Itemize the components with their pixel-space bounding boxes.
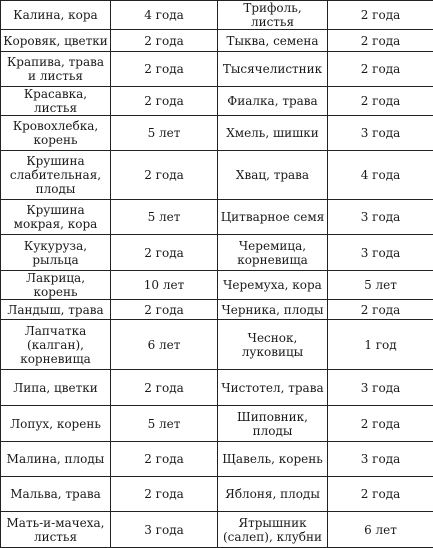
storage-period-cell: 5 лет [111, 200, 218, 235]
plant-name-cell: Черемица, корневища [218, 235, 328, 271]
plant-name-cell: Трифоль, листья [218, 1, 328, 30]
storage-period-cell: 3 года [328, 235, 433, 271]
storage-period-cell: 2 года [328, 52, 433, 87]
plant-name-cell: Мать-и-мачеха, листья [1, 512, 111, 548]
table-body [1, 1, 433, 548]
plant-name-cell: Тыква, семена [218, 30, 328, 52]
storage-period-cell: 4 года [328, 151, 433, 200]
plant-name-cell: Кровохлебка, корень [1, 116, 111, 151]
plant-name-cell: Тысячелистник [218, 52, 328, 87]
plant-name-cell: Крапива, трава и листья [1, 52, 111, 87]
storage-period-cell: 2 года [328, 300, 433, 320]
table-row [1, 512, 433, 548]
storage-period-cell: 5 лет [111, 406, 218, 442]
plant-name-cell: Калина, кора [1, 1, 111, 30]
storage-period-cell: 2 года [328, 30, 433, 52]
plant-name-cell: Чеснок, луковицы [218, 320, 328, 370]
storage-period-cell: 6 лет [328, 512, 433, 548]
plant-name-cell: Цитварное семя [218, 200, 328, 235]
storage-period-cell: 2 года [328, 477, 433, 512]
storage-period-cell: 2 года [111, 235, 218, 271]
plant-name-cell: Хвац, трава [218, 151, 328, 200]
table-row [1, 271, 433, 300]
plant-name-cell: Липа, цветки [1, 370, 111, 406]
storage-period-cell: 2 года [111, 87, 218, 116]
storage-period-cell: 2 года [111, 151, 218, 200]
plant-name-cell: Крушина слабительная, плоды [1, 151, 111, 200]
plant-name-cell: Ятрышник (салеп), клубни [218, 512, 328, 548]
plant-name-cell: Малина, плоды [1, 442, 111, 477]
storage-period-cell: 2 года [328, 87, 433, 116]
storage-period-cell: 5 лет [328, 271, 433, 300]
plant-name-cell: Лапчатка (калган), корневища [1, 320, 111, 370]
storage-period-cell: 3 года [111, 512, 218, 548]
storage-period-cell: 10 лет [111, 271, 218, 300]
storage-period-cell: 2 года [111, 370, 218, 406]
storage-period-cell: 3 года [328, 116, 433, 151]
table-row [1, 406, 433, 442]
table-row [1, 477, 433, 512]
plant-name-cell: Красавка, листья [1, 87, 111, 116]
plant-name-cell: Черемуха, кора [218, 271, 328, 300]
plant-name-cell: Черника, плоды [218, 300, 328, 320]
plant-name-cell: Чистотел, трава [218, 370, 328, 406]
table-row [1, 30, 433, 52]
table-row [1, 87, 433, 116]
storage-period-cell: 2 года [111, 477, 218, 512]
plant-name-cell: Мальва, трава [1, 477, 111, 512]
storage-period-cell: 2 года [111, 30, 218, 52]
table-row [1, 116, 433, 151]
storage-period-cell: 3 года [328, 200, 433, 235]
storage-period-cell: 3 года [328, 442, 433, 477]
plant-name-cell: Лопух, корень [1, 406, 111, 442]
plant-name-cell: Фиалка, трава [218, 87, 328, 116]
storage-period-cell: 4 года [111, 1, 218, 30]
plant-name-cell: Кукуруза, рыльца [1, 235, 111, 271]
table-row [1, 370, 433, 406]
table-row [1, 52, 433, 87]
table-row [1, 442, 433, 477]
storage-period-cell: 2 года [328, 1, 433, 30]
table-row [1, 1, 433, 30]
storage-period-cell: 2 года [111, 52, 218, 87]
storage-period-cell: 6 лет [111, 320, 218, 370]
storage-period-cell: 1 год [328, 320, 433, 370]
plant-name-cell: Лакрица, корень [1, 271, 111, 300]
plant-name-cell: Хмель, шишки [218, 116, 328, 151]
storage-period-cell: 5 лет [111, 116, 218, 151]
plant-name-cell: Яблоня, плоды [218, 477, 328, 512]
storage-period-cell: 2 года [111, 300, 218, 320]
storage-period-cell: 3 года [328, 370, 433, 406]
storage-period-cell: 2 года [111, 442, 218, 477]
storage-period-cell: 2 года [328, 406, 433, 442]
table-row [1, 151, 433, 200]
table-row [1, 320, 433, 370]
plant-name-cell: Коровяк, цветки [1, 30, 111, 52]
plant-name-cell: Ландыш, трава [1, 300, 111, 320]
table-row [1, 235, 433, 271]
plant-name-cell: Шиповник, плоды [218, 406, 328, 442]
table-row [1, 300, 433, 320]
plant-name-cell: Щавель, корень [218, 442, 328, 477]
plant-name-cell: Крушина мокрая, кора [1, 200, 111, 235]
table-row [1, 200, 433, 235]
